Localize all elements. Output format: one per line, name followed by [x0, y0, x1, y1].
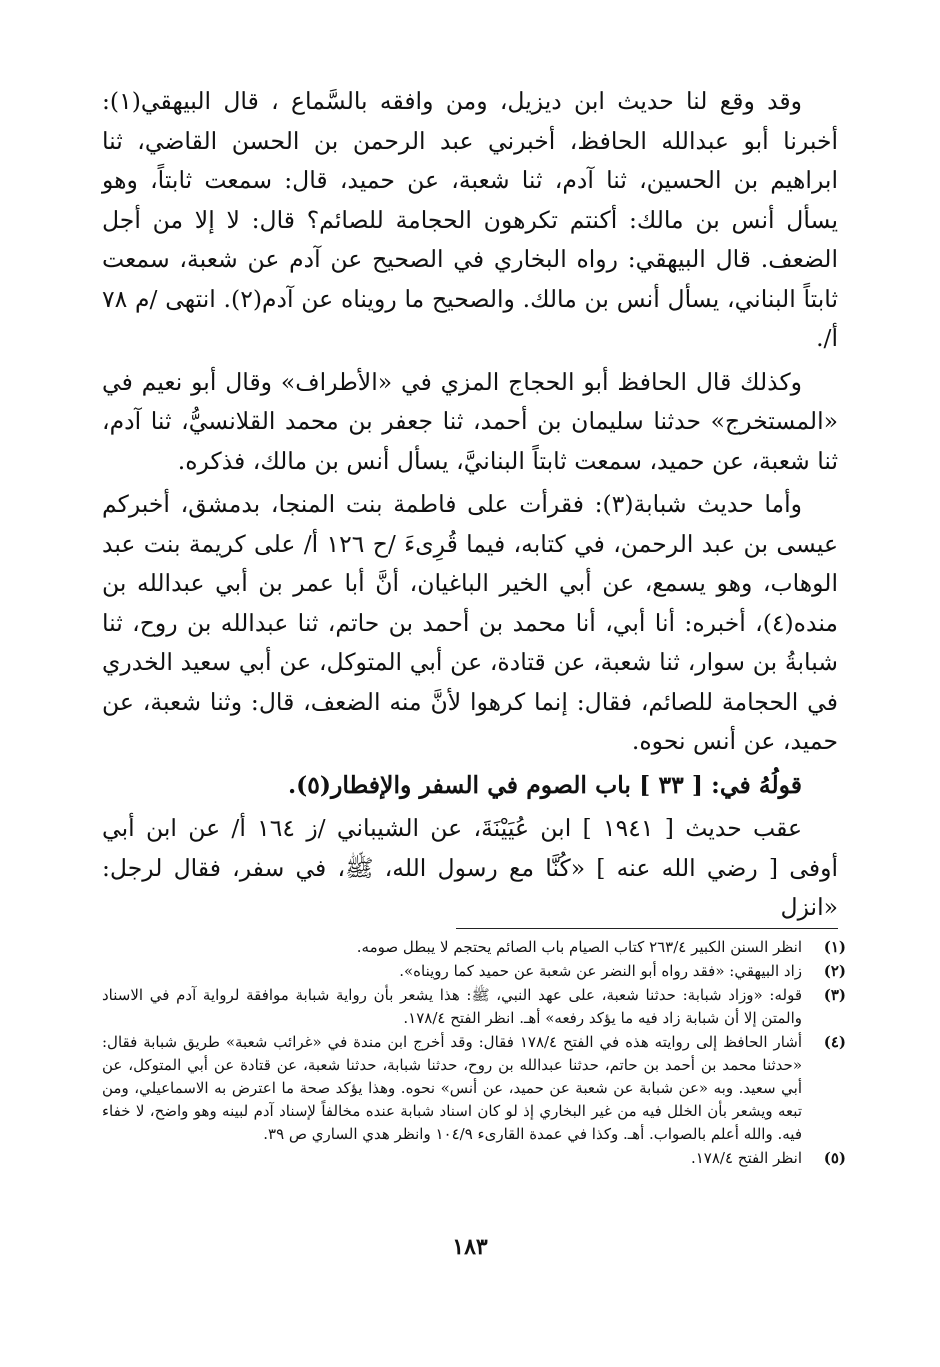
footnote-number: (٥): [823, 1149, 846, 1167]
footnote-number: (٢): [823, 962, 846, 980]
footnote-separator-line: [456, 928, 838, 929]
footnote-text: زاد البيهقي: «فقد رواه أبو النضر عن شعبة عن حميد كما رويناه».: [399, 962, 802, 980]
footnote-2: [102, 960, 846, 983]
footnote-1: [102, 936, 846, 959]
footnote-text: انظر السنن الكبير ٢٦٣/٤ كتاب الصيام باب الصائم يحتجم لا يبطل صومه.: [356, 938, 802, 956]
section-heading-bab-33: قولُهُ في: [ ٣٣ ] باب الصوم في السفر والإفطار(٥).: [287, 770, 802, 799]
footnote-5: [102, 1147, 846, 1170]
footnotes-section: [102, 936, 846, 1171]
footnote-4: [102, 1031, 846, 1146]
page-number: ١٨٣: [452, 1234, 488, 1260]
footnote-number: (٣): [823, 986, 846, 1004]
paragraph-mizzi-atraf: وكذلك قال الحافظ أبو الحجاج المزي في «الأطراف» وقال أبو نعيم في «المستخرج» حدثنا سليمان بن أحمد، ثنا جعفر بن محمد القلانسيُّ، ثنا آدم، ثنا شعبة، عن حميد، سمعت ثابتاً البنانيَّ، يسأل أنس بن مالك، فذكره.: [102, 367, 838, 475]
footnote-text: قوله: «وزاد شبابة: حدثنا شعبة، على عهد النبي، ﷺ: هذا يشعر بأن رواية شبابة موافقة لرواية آدم في الاسناد والمتن إلا أن شبابة زاد فيه ما يؤكد رفعه» أهـ. انظر الفتح ١٧٨/٤.: [102, 986, 802, 1027]
paragraph-shababa-hadith: وأما حديث شبابة(٣): فقرأت على فاطمة بنت المنجا، بدمشق، أخبركم عيسى بن عبد الرحمن، في كتابه، فيما قُرِىءَ /ح ١٢٦ أ/ على كريمة بنت عبد الوهاب، وهو يسمع، عن أبي الخير الباغيان، أنَّ أبا عمر بن أبي عبدالله بن منده(٤)، أخبره: أنا أبي، أنا محمد بن أحمد بن حاتم، ثنا عبدالله بن روح، ثنا شبابةُ بن سوار، ثنا شعبة، عن قتادة، عن أبي المتوكل، عن أبي سعيد الخدري في الحجامة للصائم، فقال: إنما كرهوا لأنَّ منه الضعف، قال: وثنا شعبة، عن حميد، عن أنس نحوه.: [102, 490, 838, 755]
footnote-3: [102, 984, 846, 1030]
main-text-block: [102, 82, 838, 932]
footnote-text: أشار الحافظ إلى روايته هذه في الفتح ١٧٨/٤ فقال: وقد أخرج ابن مندة في «غرائب شعبة» طريق شبابة فقال: «حدثنا محمد بن أحمد بن حاتم، حدثنا عبدالله بن روح، حدثنا شبابة، حدثنا شعبة، عن قتادة عن أبي المتوكل، عن أبي سعيد. وبه «عن شبابة عن شعبة عن حميد، عن أنس» نحوه. وهذا يؤكد صحة ما اعترض به الاسماعيلي، ومن تبعه ويشعر بأن الخلل فيه من غير البخاري إذ لو كان اسناد شبابة عنده مخالفاً لإسناد آدم لبينه وهو واضح، لا خفاء فيه. والله أعلم بالصواب. أهـ. وكذا في عمدة القارىء ١٠٤/٩ وانظر هدي الساري ص ٣٩.: [102, 1033, 802, 1143]
footnote-number: (١): [823, 938, 846, 956]
paragraph-bayhaqi-narration: وقد وقع لنا حديث ابن ديزيل، ومن وافقه بالسَّماع ، قال البيهقي(١): أخبرنا أبو عبدالله الحافظ، أخبرني عبد الرحمن بن الحسن القاضي، ثنا ابراهيم بن الحسين، ثنا آدم، ثنا شعبة، عن حميد، قال: سمعت ثابتاً، وهو يسأل أنس بن مالك: أكنتم تكرهون الحجامة للصائم؟ قال: لا إلا من أجل الضعف. قال البيهقي: رواه البخاري في الصحيح عن آدم عن شعبة، سمعت ثابتاً البناني، يسأل أنس بن مالك. والصحيح ما رويناه عن آدم(٢). انتهى /م ٧٨ أ/.: [102, 87, 838, 352]
paragraph-hadith-1941: عقب حديث [ ١٩٤١ ] ابن عُيَيْنَةَ، عن الشيباني /ز ١٦٤ أ/ عن ابن أبي أوفى [ رضي الله عنه ] «كُنَّا مع رسول الله، ﷺ، في سفر، فقال لرجل: «انزل: [102, 814, 838, 921]
footnote-text: انظر الفتح ١٧٨/٤.: [690, 1149, 802, 1167]
footnote-number: (٤): [823, 1033, 846, 1051]
